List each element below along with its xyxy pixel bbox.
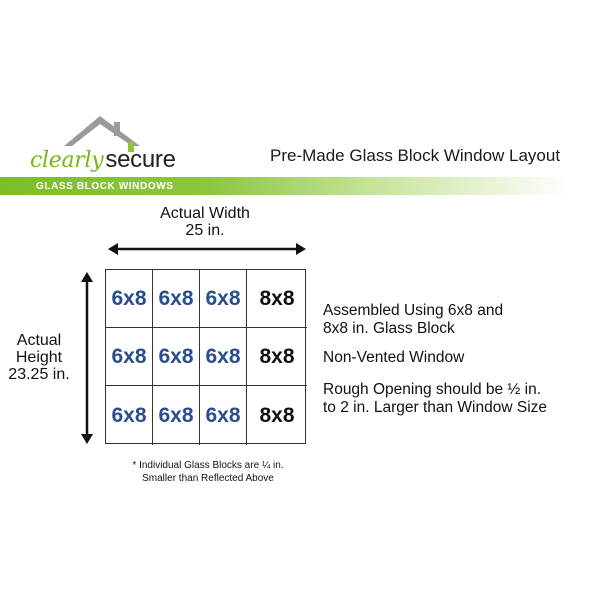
glass-block-6x8: 6x8	[200, 270, 247, 328]
width-label	[140, 205, 270, 239]
note-rough-line1: Rough Opening should be ½ in.	[323, 381, 542, 398]
note-vented: Non-Vented Window	[323, 349, 465, 366]
glass-block-6x8: 6x8	[106, 328, 153, 386]
glass-block-6x8: 6x8	[153, 328, 200, 386]
height-label-line1: Actual	[16, 332, 62, 349]
logo-word-secure: secure	[105, 146, 176, 173]
glass-block-6x8: 6x8	[106, 270, 153, 328]
height-label-line2: Height	[15, 349, 63, 366]
glass-block-6x8: 6x8	[200, 386, 247, 445]
note-rough-opening	[323, 381, 547, 417]
logo-word-clearly: clearly	[30, 148, 104, 173]
page-title: Pre-Made Glass Block Window Layout	[270, 146, 561, 165]
brand-logo	[28, 112, 188, 172]
brand-tagline: GLASS BLOCK WINDOWS	[36, 181, 174, 192]
logo-wordmark	[30, 145, 176, 174]
note-assembled	[323, 302, 503, 338]
height-arrow	[81, 272, 93, 444]
glass-block-8x8: 8x8	[247, 270, 307, 328]
glass-block-8x8: 8x8	[259, 403, 295, 427]
footnote-line2: Smaller than Reflected Above	[142, 473, 274, 484]
glass-block-6x8: 6x8	[200, 328, 247, 386]
note-rough-line2: to 2 in. Larger than Window Size	[323, 399, 548, 416]
height-label	[0, 332, 78, 383]
width-value: 25 in.	[185, 222, 225, 239]
note-assembled-line1: Assembled Using 6x8 and	[323, 302, 504, 319]
width-label-text: Actual Width	[160, 205, 250, 222]
footnote	[108, 459, 308, 485]
glass-block-grid	[105, 269, 306, 444]
glass-block-6x8: 6x8	[153, 270, 200, 328]
height-value: 23.25 in.	[8, 366, 70, 383]
glass-block-6x8: 6x8	[153, 386, 200, 445]
note-assembled-line2: 8x8 in. Glass Block	[323, 320, 455, 337]
glass-block-8x8: 8x8	[247, 328, 307, 386]
glass-block-6x8: 6x8	[106, 386, 153, 445]
width-arrow	[108, 243, 306, 255]
footnote-line1: * Individual Glass Blocks are ¼ in.	[132, 460, 284, 471]
